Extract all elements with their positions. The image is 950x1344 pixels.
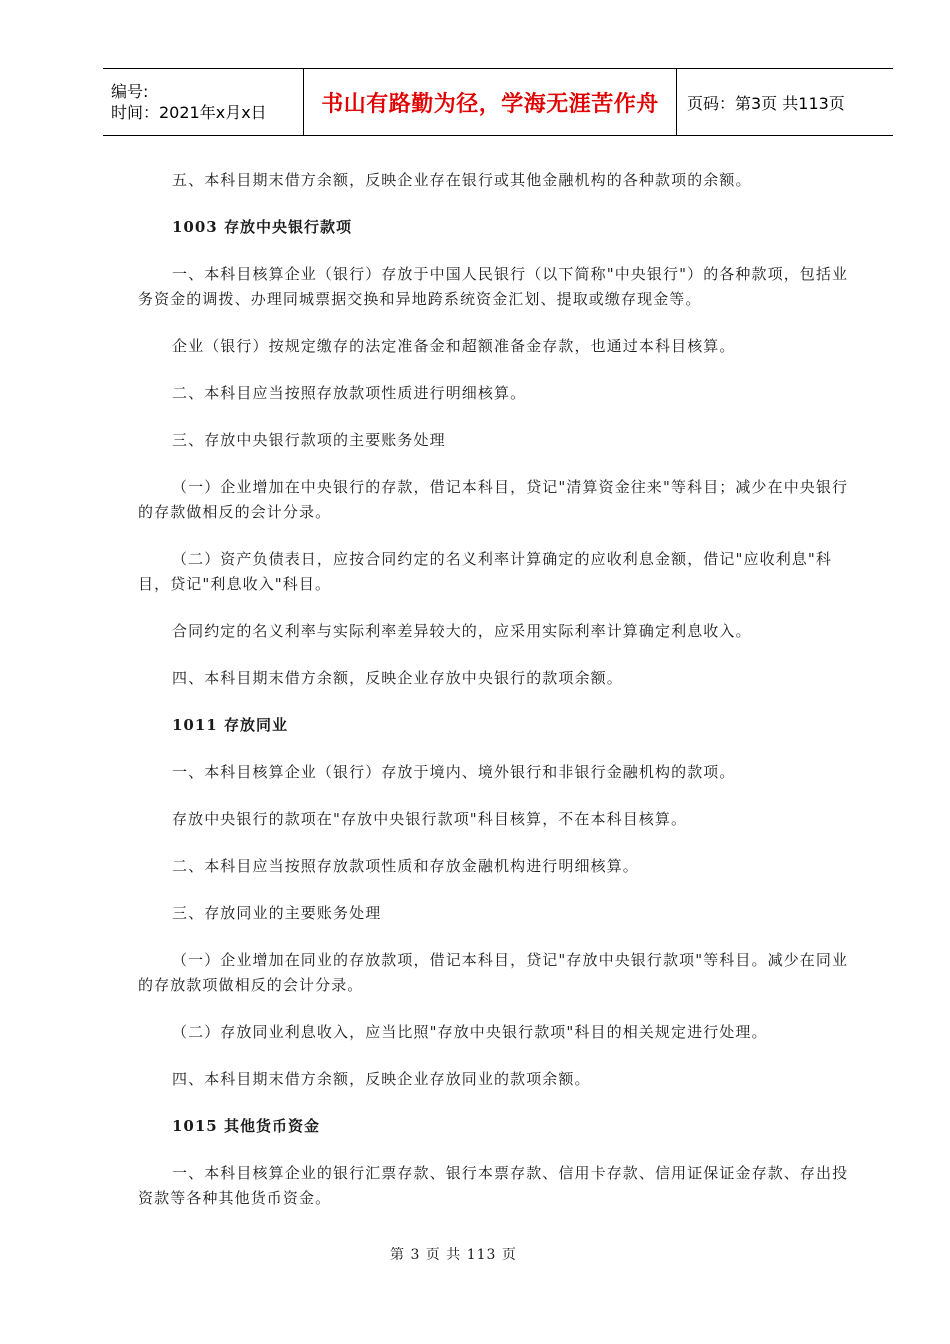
body-paragraph: 存放中央银行的款项在"存放中央银行款项"科目核算，不在本科目核算。	[172, 810, 688, 828]
document-body	[138, 168, 856, 1233]
body-paragraph: 二、本科目应当按照存放款项性质和存放金融机构进行明细核算。	[172, 857, 639, 875]
time-label: 时间：2021年x月x日	[111, 103, 267, 122]
header-meta	[103, 69, 304, 135]
body-paragraph: （二）资产负债表日，应按合同约定的名义利率计算确定的应收利息金额，借记"应收利息"科目，贷记"利息收入"科目。	[138, 550, 833, 593]
footer-page-number: 第 3 页 共 113 页	[390, 1247, 517, 1263]
body-paragraph: （二）存放同业利息收入，应当比照"存放中央银行款项"科目的相关规定进行处理。	[172, 1023, 768, 1041]
section-heading: 1011 存放同业	[172, 716, 288, 734]
page-header	[103, 68, 893, 136]
body-paragraph: 四、本科目期末借方余额，反映企业存放同业的款项余额。	[172, 1070, 591, 1088]
body-paragraph: （一）企业增加在中央银行的存款，借记本科目，贷记"清算资金往来"等科目；减少在中央银行的存款做相反的会计分录。	[138, 478, 849, 521]
page-footer	[0, 1244, 950, 1264]
number-label: 编号:	[111, 82, 149, 101]
section-heading: 1015 其他货币资金	[172, 1117, 320, 1135]
body-paragraph: 四、本科目期末借方余额，反映企业存放中央银行的款项余额。	[172, 669, 623, 687]
body-paragraph: 一、本科目核算企业（银行）存放于境内、境外银行和非银行金融机构的款项。	[172, 763, 736, 781]
body-paragraph: 三、存放中央银行款项的主要账务处理	[172, 431, 446, 449]
body-paragraph: 合同约定的名义利率与实际利率差异较大的，应采用实际利率计算确定利息收入。	[172, 622, 752, 640]
section-heading: 1003 存放中央银行款项	[172, 218, 352, 236]
body-paragraph: 一、本科目核算企业（银行）存放于中国人民银行（以下简称"中央银行"）的各种款项，包括业务资金的调拨、办理同城票据交换和异地跨系统资金汇划、提取或缴存现金等。	[138, 265, 849, 308]
body-paragraph: 企业（银行）按规定缴存的法定准备金和超额准备金存款，也通过本科目核算。	[172, 337, 736, 355]
header-page-info	[677, 69, 893, 135]
motto-text: 书山有路勤为径，学海无涯苦作舟	[321, 91, 659, 117]
page-label: 页码：第3页 共113页	[687, 93, 845, 113]
body-paragraph: 三、存放同业的主要账务处理	[172, 904, 382, 922]
header-motto	[304, 69, 677, 135]
body-paragraph: 五、本科目期末借方余额，反映企业存在银行或其他金融机构的各种款项的余额。	[172, 171, 752, 189]
body-paragraph: （一）企业增加在同业的存放款项，借记本科目，贷记"存放中央银行款项"等科目。减少在同业的存放款项做相反的会计分录。	[138, 951, 849, 994]
body-paragraph: 一、本科目核算企业的银行汇票存款、银行本票存款、信用卡存款、信用证保证金存款、存出投资款等各种其他货币资金。	[138, 1164, 849, 1207]
body-paragraph: 二、本科目应当按照存放款项性质进行明细核算。	[172, 384, 527, 402]
